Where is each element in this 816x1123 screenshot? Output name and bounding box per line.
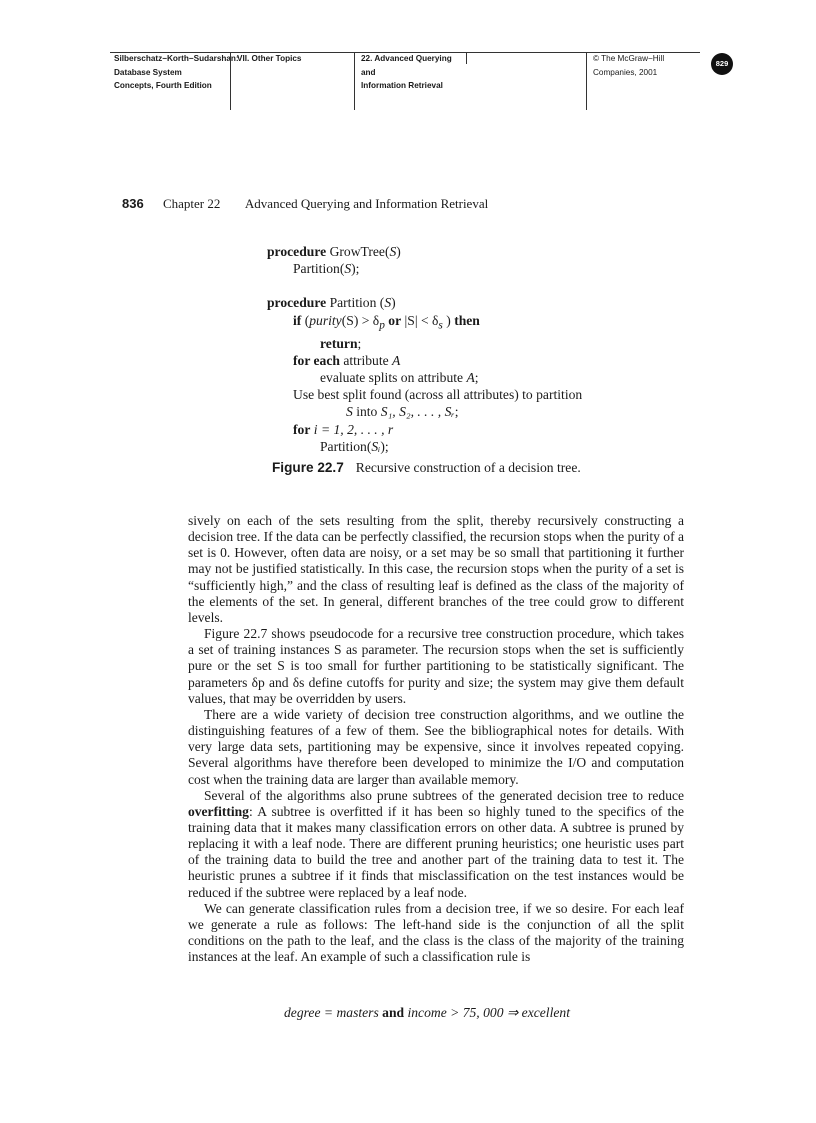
header-book-title: Silberschatz−Korth−Sudarshan: Database System Concepts, Fourth Edition [114, 54, 239, 90]
code-line: if (purity(S) > $\delta_p$ or $|S| < \delta_s$ ) then [293, 312, 480, 332]
page-badge: 829 [711, 53, 733, 75]
paragraph: Figure 22.7 shows pseudocode for a recursive tree construction procedure, which takes a set of training instances S as parameter. The recursion stops when the set is sufficiently pure or the set S is too small for further partitioning to be statistically significant. The parameters δp and δs define cutoffs for purity and size; the system may give them default values, that may be overridden by users. [188, 626, 684, 706]
figure-caption [272, 460, 581, 476]
code-line: evaluate splits on attribute A; [320, 369, 479, 385]
term-overfitting: overfitting [188, 803, 249, 819]
running-header [110, 52, 710, 110]
header-copyright: © The McGraw−Hill Companies, 2001 [586, 52, 700, 110]
figure-caption-text: Recursive construction of a decision tree. [355, 460, 581, 475]
page-number: 836 [122, 196, 144, 211]
code-line: return; [320, 335, 362, 351]
paragraph: sively on each of the sets resulting from the split, thereby recursively constructing a decision tree. If the data can be perfectly classified, the recursion stops when the purity of a set is 0. However, often data are noisy, or a set may be so small that partitioning it further may not be justified statistically. In this case, the recursion stops when the purity of a set is “sufficiently high,” and the class of resulting leaf is defined as the class of the majority of the elements of the set. In general, different branches of the tree could grow to different levels. [188, 513, 684, 625]
classification-rule-formula: degree = masters and income > 75, 000 ⇒ excellent [284, 1005, 570, 1020]
code-line: procedure Partition (S) [267, 295, 396, 311]
code-line: for each attribute A [293, 352, 401, 368]
code-line: procedure GrowTree(S) [267, 244, 401, 259]
header-empty-cell [466, 52, 586, 64]
code-line: Partition(Sᵢ); [320, 438, 389, 454]
figure-label: Figure 22.7 [272, 460, 344, 475]
body-text [188, 513, 684, 965]
chapter-label: Chapter 22 [162, 196, 221, 211]
chapter-title: Advanced Querying and Information Retrieval [244, 196, 489, 211]
paragraph: We can generate classification rules from a decision tree, if we so desire. For each leaf we generate a rule as follows: The left-hand side is the conjunction of all the split conditions on the path to the leaf, and the class is the class of the majority of the training instances at the leaf. An example of such a classification rule is [188, 900, 684, 965]
header-chapter: 22. Advanced Querying and Information Retrieval [354, 52, 466, 110]
code-line: Partition(S); [293, 261, 360, 277]
running-head [122, 196, 488, 212]
paragraph: There are a wide variety of decision tree construction algorithms, and we outline the distinguishing features of a few of them. See the bibliographical notes for details. With very large data sets, partitioning may be expensive, since it involves repeated copying. Several algorithms have therefore been developed to minimize the I/O and computation cost when the training data are larger than available memory. [188, 706, 684, 787]
code-line: Use best split found (across all attributes) to partition [293, 387, 583, 403]
pseudocode-block [267, 243, 582, 455]
paragraph: Several of the algorithms also prune subtrees of the generated decision tree to reduce overfitting: A subtree is overfitted if it has been so highly tuned to the specifics of the training data that it makes many classification errors on other data. A subtree is pruned by replacing it with a leaf node. There are different pruning heuristics; one heuristic uses part of the training data to build the tree and another part of the training data to test it. The heuristic prunes a subtree if it finds that misclassification on the test instances would be reduced if the subtree were replaced by a leaf node. [188, 787, 684, 900]
header-part: VII. Other Topics [230, 52, 354, 110]
code-line: S into S₁, S₂, . . . , Sᵣ; [346, 404, 459, 420]
code-line: for i = 1, 2, . . . , r [293, 421, 394, 437]
